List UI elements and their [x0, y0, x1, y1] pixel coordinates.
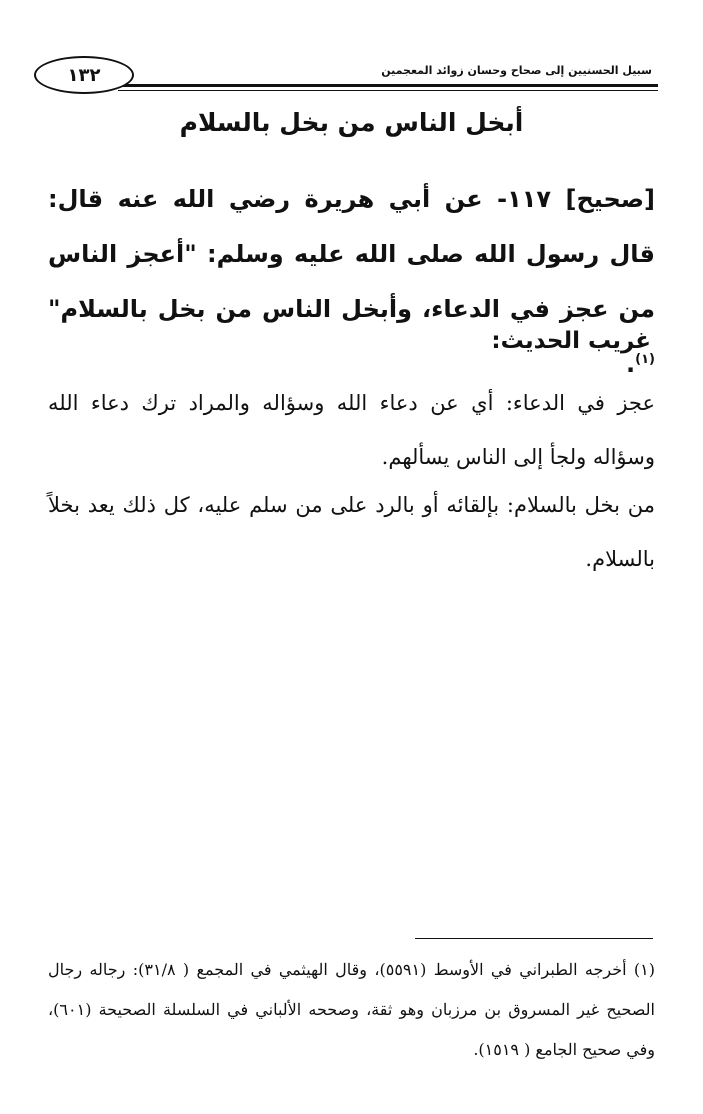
running-title: سبيل الحسنيين إلى صحاح وحسان زوائد المعجمين	[381, 64, 652, 77]
gloss-paragraph: من بخل بالسلام: بإلقائه أو بالرد على من سلم عليه، كل ذلك يعد بخلاً بالسلام.	[48, 493, 655, 571]
hadith-grade: [صحيح]	[565, 185, 655, 213]
hadith-body: عن أبي هريرة رضي الله عنه قال: قال رسول الله صلى الله عليه وسلم: "أعجز الناس من عجز في الدعاء، وأبخل الناس من بخل بالسلام"	[48, 185, 655, 323]
header-rule-thick	[118, 84, 658, 87]
hadith-end: .	[626, 350, 636, 378]
section-title: أبخل الناس من بخل بالسلام	[179, 108, 524, 137]
footnote: (١) أخرجه الطبراني في الأوسط (٥٥٩١)، وقال الهيثمي في المجمع ( ٣١/٨): رجاله رجال الصحيح غير المسروق بن مرزبان وهو ثقة، وصححه الألباني في السلسلة الصحيحة (٦٠١)، وفي صحيح الجامع ( ١٥١٩).	[48, 960, 655, 1059]
gloss-heading: غريب الحديث:	[491, 328, 651, 354]
hadith-number: ١١٧-	[497, 185, 552, 213]
page-header	[28, 50, 658, 90]
footnote-separator	[415, 938, 653, 939]
footnote-reference: (١)	[635, 352, 655, 367]
hadith-text	[48, 172, 655, 392]
gloss-paragraph: عجز في الدعاء: أي عن دعاء الله وسؤاله والمراد ترك دعاء الله وسؤاله ولجأ إلى الناس يسألهم.	[48, 391, 655, 469]
header-rule-thin	[118, 90, 658, 91]
page-number: ١٣٢	[34, 56, 134, 94]
